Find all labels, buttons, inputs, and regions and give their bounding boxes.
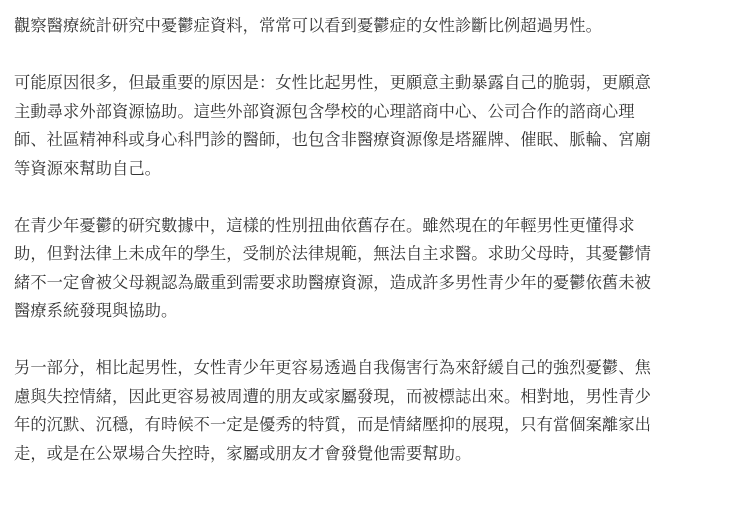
- text-line: 師、社區精神科或身心科門診的醫師，也包含非醫療資源像是塔羅牌、催眠、脈輪、宮廟: [14, 130, 651, 149]
- text-line: 在青少年憂鬱的研究數據中，這樣的性別扭曲依舊存在。雖然現在的年輕男性更懂得求: [14, 215, 635, 235]
- article-body: [14, 12, 726, 497]
- text-line: 可能原因很多，但最重要的原因是：女性比起男性，更願意主動暴露自己的脆弱，更願意: [14, 73, 651, 92]
- paragraph-3: [14, 212, 726, 326]
- text-line: 另一部分，相比起男性，女性青少年更容易透過自我傷害行為來舒緩自己的強烈憂鬱、焦: [14, 358, 651, 377]
- text-line: 慮與失控情緒，因此更容易被周遭的朋友或家屬發現，而被標誌出來。相對地，男性青少: [14, 386, 651, 406]
- paragraph-4: [14, 354, 726, 468]
- text-line: 觀察醫療統計研究中憂鬱症資料，常常可以看到憂鬱症的女性診斷比例超過男性。: [14, 16, 602, 35]
- paragraph-2: [14, 69, 726, 183]
- text-line: 走，或是在公眾場合失控時，家屬或朋友才會發覺他需要幫助。: [14, 443, 472, 463]
- text-line: 緒不一定會被父母親認為嚴重到需要求助醫療資源，造成許多男性青少年的憂鬱依舊未被: [14, 272, 651, 292]
- paragraph-1: [14, 12, 726, 41]
- text-line: 年的沉默、沉穩，有時候不一定是優秀的特質，而是情緒壓抑的展現，只有當個案離家出: [14, 415, 651, 434]
- text-line: 助，但對法律上未成年的學生，受制於法律規範，無法自主求醫。求助父母時，其憂鬱情: [14, 244, 651, 263]
- text-line: 主動尋求外部資源協助。這些外部資源包含學校的心理諮商中心、公司合作的諮商心理: [14, 101, 635, 121]
- text-line: 醫療系統發現與協助。: [14, 301, 178, 320]
- text-line: 等資源來幫助自己。: [14, 158, 161, 178]
